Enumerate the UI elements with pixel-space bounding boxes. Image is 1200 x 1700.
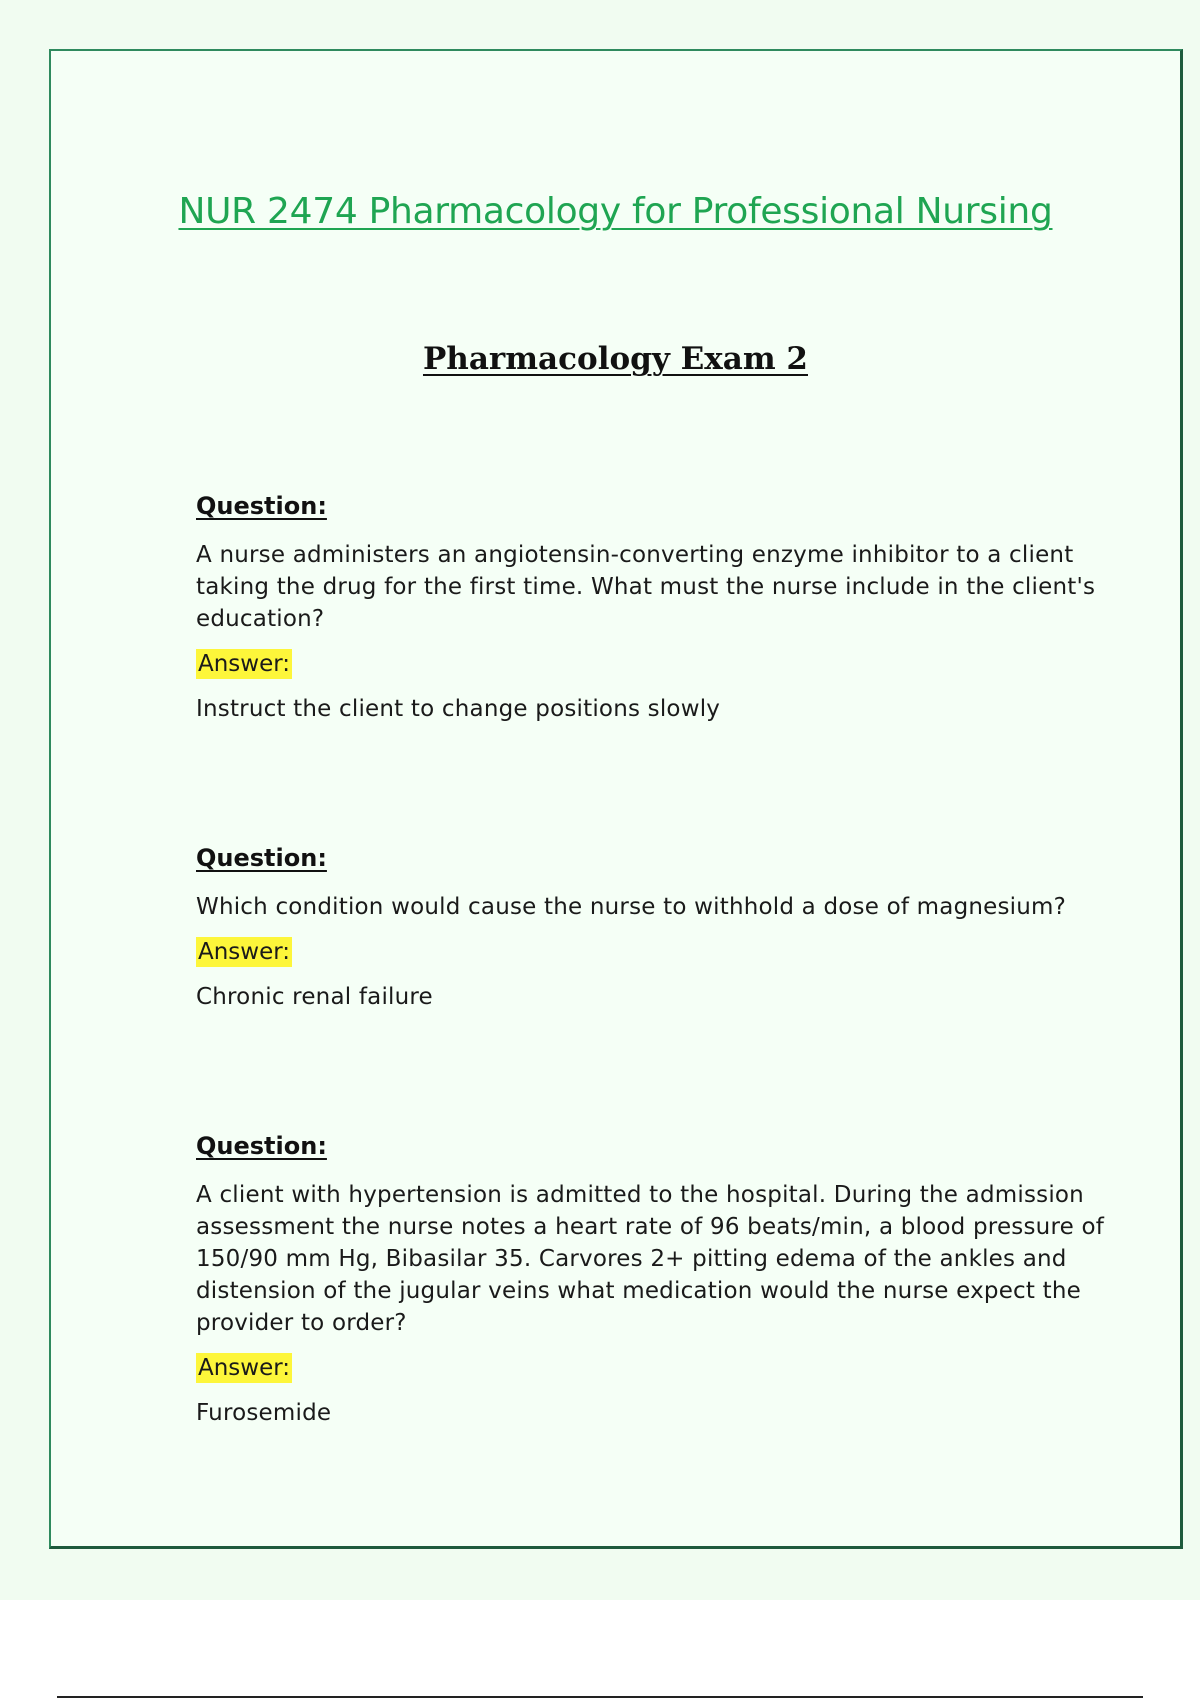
question-label: Question: xyxy=(196,1132,327,1160)
question-text: A nurse administers an angiotensin-converting enzyme inhibitor to a client taking the drug for the first time. What must the nurse include in the client's education? xyxy=(196,542,1096,632)
question-text: Which condition would cause the nurse to withhold a dose of magnesium? xyxy=(196,894,1067,920)
qa-block-3 xyxy=(196,1131,1146,1429)
course-title-text: NUR 2474 Pharmacology for Professional Nursing xyxy=(178,191,1053,232)
course-title xyxy=(51,191,1180,232)
question-label: Question: xyxy=(196,844,327,872)
next-page-divider xyxy=(57,1696,1143,1698)
qa-block-1 xyxy=(196,491,1146,725)
answer-label: Answer: xyxy=(198,939,291,965)
exam-title-text: Pharmacology Exam 2 xyxy=(422,341,808,377)
answer-text: Instruct the client to change positions slowly xyxy=(196,696,721,722)
answer-label: Answer: xyxy=(198,1355,291,1381)
exam-title xyxy=(51,341,1180,377)
question-label: Question: xyxy=(196,492,327,520)
qa-block-2 xyxy=(196,843,1146,1013)
answer-label: Answer: xyxy=(198,651,291,677)
document-page xyxy=(49,49,1183,1549)
answer-text: Chronic renal failure xyxy=(196,984,433,1010)
question-text: A client with hypertension is admitted to the hospital. During the admission assessment the nurse notes a heart rate of 96 beats/min, a blood pressure of 150/90 mm Hg, Bibasilar 35. Carvores 2+ pitting edema of the ankles and distension of the jugular veins what medication would the nurse expect the provider to order? xyxy=(196,1182,1105,1336)
answer-text: Furosemide xyxy=(196,1400,332,1426)
